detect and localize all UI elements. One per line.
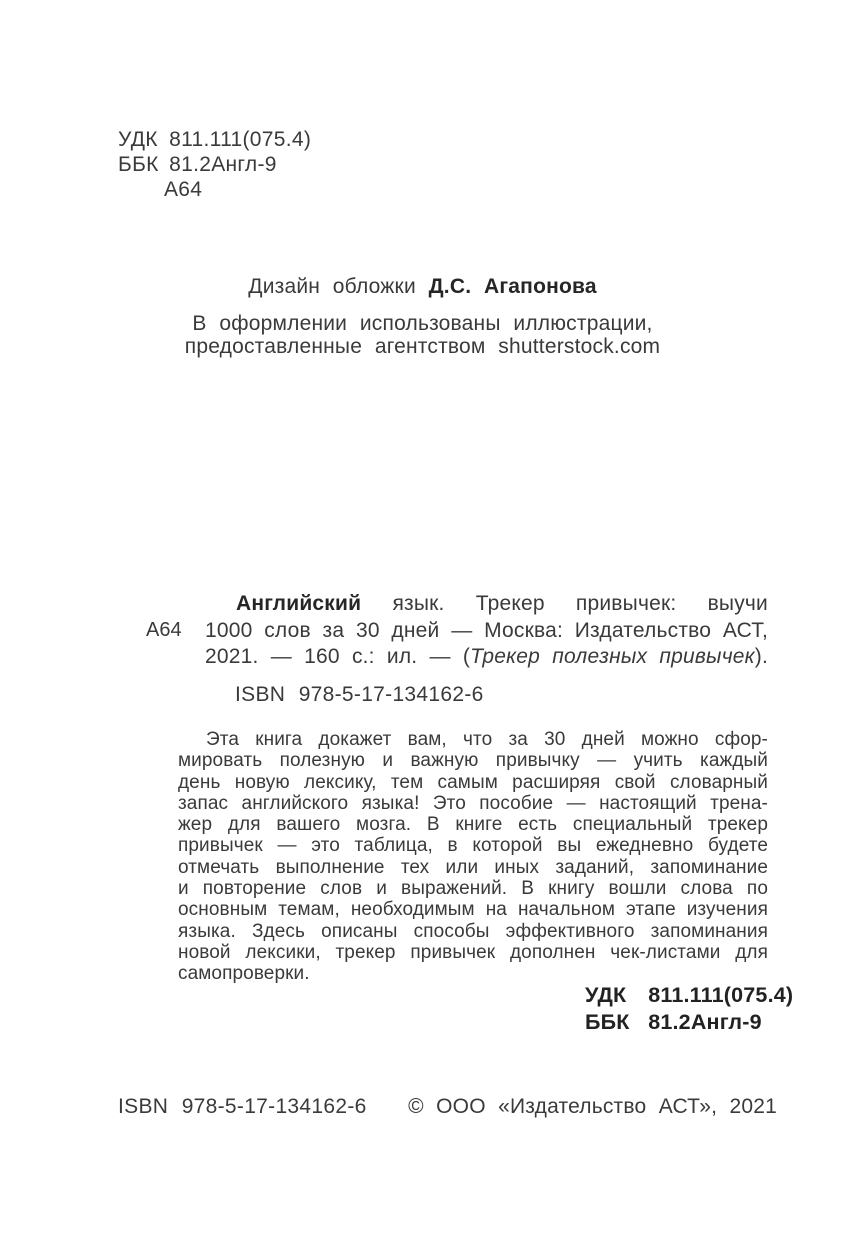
- annotation-line: новой лексики, трекер привычек дополнен чек-листами для: [178, 941, 768, 963]
- bib-margin-author-sign: А64: [146, 619, 182, 641]
- annotation-line: отмечать выполнение тех или иных заданий, запоминание: [178, 856, 768, 878]
- bibliographic-entry: [205, 591, 768, 671]
- annotation-line: день новую лексику, тем самым расширяя свой словарный: [178, 771, 768, 793]
- udk-row-bottom: [585, 982, 793, 1009]
- annotation-line: и повторение слов и выражений. В книгу вошли слова по: [178, 878, 768, 900]
- bbk-value: 81.2Англ-9: [169, 153, 277, 176]
- udk-value-bottom: 811.111(075.4): [648, 983, 794, 1007]
- cover-designer-name: Д.С. Агапонова: [428, 275, 597, 298]
- cover-design-credit: [0, 275, 845, 298]
- credits-block: [0, 275, 845, 358]
- annotation-line: привычек — это таблица, в которой вы ежедневно будете: [178, 835, 768, 857]
- udk-row: [118, 127, 311, 152]
- bib-line-2: 1000 слов за 30 дней — Москва: Издательство АСТ,: [205, 618, 768, 642]
- bbk-label-bottom: ББК: [585, 1009, 630, 1034]
- bib-imprint-end: ).: [754, 645, 768, 668]
- author-sign: А64: [164, 178, 203, 201]
- bib-title-bold: Английский: [236, 592, 362, 615]
- annotation-paragraph: [178, 729, 768, 985]
- bbk-label: ББК: [118, 153, 159, 176]
- udk-label: УДК: [118, 128, 158, 151]
- bbk-row-bottom: [585, 1009, 793, 1036]
- annotation-line: запас английского языка! Это пособие — настоящий трена-: [178, 792, 768, 814]
- annotation-line: мировать полезную и важную привычку — учить каждый: [178, 750, 768, 772]
- copyright-notice: © ООО «Издательство АСТ», 2021: [408, 1095, 777, 1118]
- bbk-row: [118, 152, 311, 177]
- isbn-middle: ISBN 978-5-17-134162-6: [235, 683, 484, 706]
- udk-label-bottom: УДК: [585, 983, 627, 1007]
- annotation-line: основным темам, необходимым на начальном этапе изучения: [178, 899, 768, 921]
- annotation-line: жер для вашего мозга. В книге есть специальный трекер: [178, 814, 768, 836]
- illustration-credit-line1: В оформлении использованы иллюстрации,: [192, 312, 653, 335]
- udk-value: 811.111(075.4): [169, 128, 312, 151]
- annotation-line: самопроверки.: [178, 963, 310, 985]
- classification-block-top: [118, 127, 311, 202]
- classification-block-bottom: [585, 982, 793, 1035]
- author-sign-row: [118, 177, 311, 202]
- bib-imprint: 2021. — 160 с.: ил. — (: [205, 645, 471, 668]
- isbn-footer: ISBN 978-5-17-134162-6: [118, 1095, 367, 1118]
- bib-title-rest: язык. Трекер привычек: выучи: [392, 592, 768, 615]
- bbk-value-bottom: 81.2Англ-9: [648, 1009, 762, 1034]
- bib-line-3: [205, 644, 768, 671]
- annotation-line: языка. Здесь описаны способы эффективного запоминания: [178, 920, 768, 942]
- bib-line-1: [205, 591, 768, 618]
- bib-series-name: Трекер полезных привычек: [470, 645, 755, 668]
- cover-design-prefix: Дизайн обложки: [248, 275, 416, 298]
- illustration-credit-line2: предоставленные агентством shutterstock.com: [184, 335, 661, 358]
- annotation-line: Эта книга докажет вам, что за 30 дней можно сфор-: [206, 729, 768, 750]
